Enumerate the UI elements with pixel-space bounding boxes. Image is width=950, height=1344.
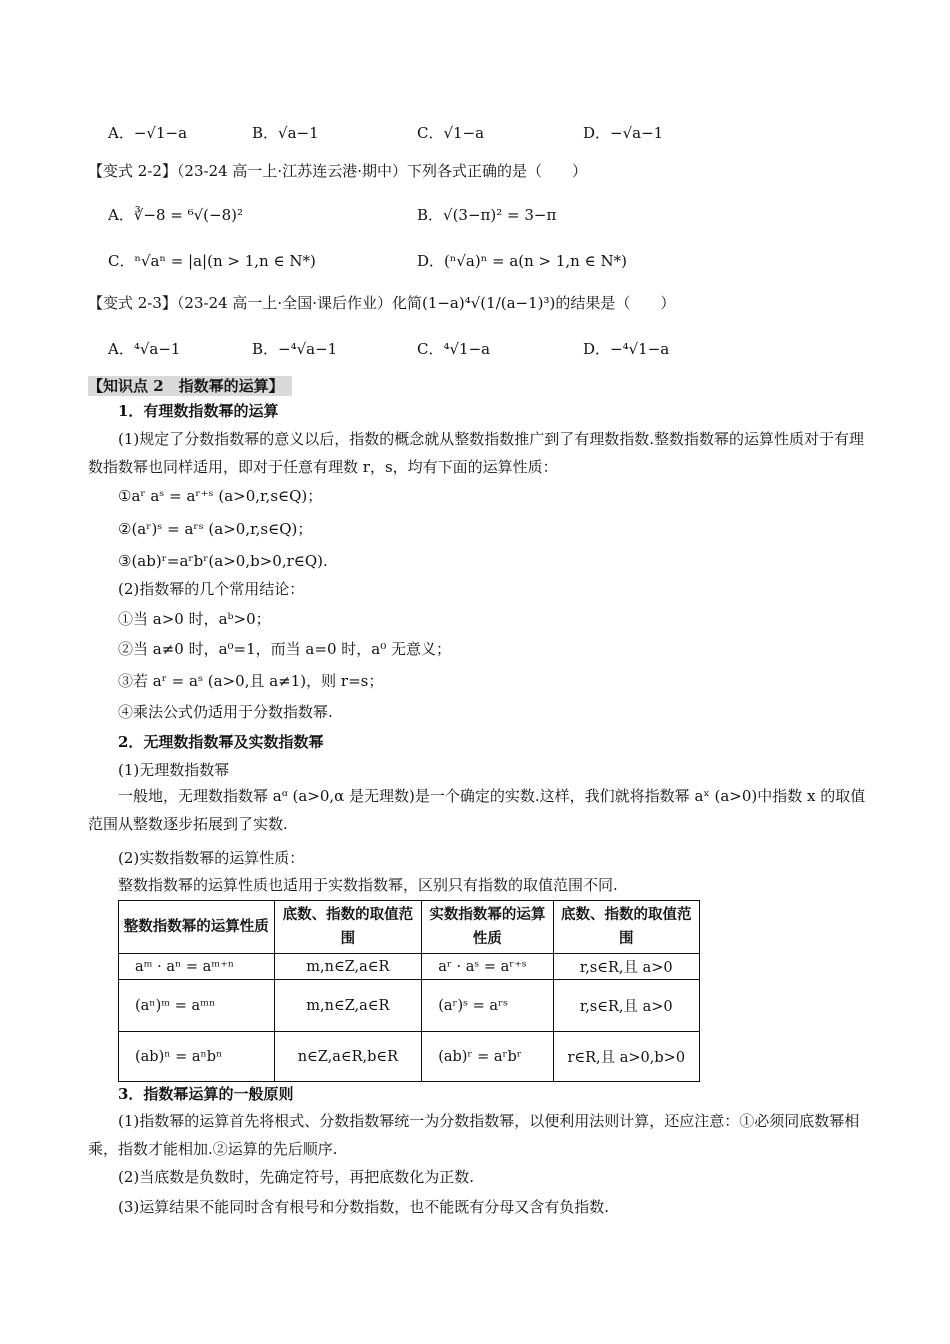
conclusion-3: ③若 aʳ = aˢ (a>0,且 a≠1)，则 r=s； <box>118 672 384 690</box>
exponent-properties-table <box>118 900 700 1082</box>
section-3-title: 3．指数幂运算的一般原则 <box>118 1085 294 1103</box>
rule-1: ①aʳ aˢ = aʳ⁺ˢ (a>0,r,s∈Q)； <box>118 487 323 505</box>
v23-option-d: D．−⁴√1−a <box>583 340 670 358</box>
section-2-title: 2．无理数指数幂及实数指数幂 <box>118 733 324 751</box>
table-cell: r,s∈R,且 a>0 <box>553 954 699 980</box>
prev-option-a: A．−√1−a <box>108 124 188 142</box>
conclusion-2: ②当 a≠0 时，a⁰=1，而当 a=0 时，a⁰ 无意义； <box>118 640 451 658</box>
section-1-title: 1．有理数指数幂的运算 <box>118 402 279 420</box>
table-header-cell: 实数指数幂的运算性质 <box>422 901 553 954</box>
table-cell: (aʳ)ˢ = aʳˢ <box>422 980 553 1032</box>
table-cell: r,s∈R,且 a>0 <box>553 980 699 1032</box>
table-cell: (aⁿ)ᵐ = aᵐⁿ <box>119 980 275 1032</box>
principle-1: (1)指数幂的运算首先将根式、分数指数幂统一为分数指数幂，以便利用法则计算，还应注意：①必须同底数幂相乘，指数才能相加.②运算的先后顺序. <box>88 1112 860 1158</box>
table-header-cell: 整数指数幂的运算性质 <box>119 901 275 954</box>
paragraph-rational-exponent: (1)规定了分数指数幂的意义以后，指数的概念就从整数指数推广到了有理数指数.整数指数幂的运算性质对于有理数指数幂也同样适用，即对于任意有理数 r，s，均有下面的运算性质： <box>88 430 865 476</box>
paragraph-irrational-exponent: 一般地，无理数指数幂 aᵅ (a>0,α 是无理数)是一个确定的实数.这样，我们就将指数幂 aˣ (a>0)中指数 x 的取值范围从整数逐步拓展到了实数. <box>88 787 866 833</box>
table-header-cell: 底数、指数的取值范围 <box>553 901 699 954</box>
paragraph-common-conclusions: (2)指数幂的几个常用结论： <box>118 580 305 598</box>
knowledge-point-title: 【知识点 2 指数幂的运算】 <box>88 376 292 396</box>
paragraph-irrational-title: (1)无理数指数幂 <box>118 761 230 779</box>
conclusion-4: ④乘法公式仍适用于分数指数幂. <box>118 703 333 721</box>
prev-option-b: B．√a−1 <box>252 124 319 142</box>
variant-2-3-stem: 【变式 2-3】（23-24 高一上·全国·课后作业）化简(1−a)⁴√(1/(a−1)³)的结果是（ ） <box>88 294 676 312</box>
prev-option-d: D．−√a−1 <box>583 124 664 142</box>
principle-2: (2)当底数是负数时，先确定符号，再把底数化为正数. <box>118 1168 475 1186</box>
v23-option-c: C．⁴√1−a <box>417 340 491 358</box>
table-header-row <box>119 901 700 954</box>
paragraph-real-properties: (2)实数指数幂的运算性质： <box>118 849 305 867</box>
prev-option-c: C．√1−a <box>417 124 485 142</box>
table-cell: aᵐ · aⁿ = aᵐ⁺ⁿ <box>119 954 275 980</box>
rule-2: ②(aʳ)ˢ = aʳˢ (a>0,r,s∈Q)； <box>118 520 313 538</box>
v22-option-d: D．(ⁿ√a)ⁿ = a(n > 1,n ∈ N*) <box>417 252 627 270</box>
rule-3: ③(ab)ʳ=aʳbʳ(a>0,b>0,r∈Q). <box>118 552 328 570</box>
variant-2-2-stem: 【变式 2-2】（23-24 高一上·江苏连云港·期中）下列各式正确的是（ ） <box>88 162 587 180</box>
table-row <box>119 980 700 1032</box>
v22-option-a: A．∛−8 = ⁶√(−8)² <box>108 206 244 224</box>
v23-option-a: A．⁴√a−1 <box>108 340 181 358</box>
paragraph-real-note: 整数指数幂的运算性质也适用于实数指数幂，区别只有指数的取值范围不同. <box>118 876 618 894</box>
v23-option-b: B．−⁴√a−1 <box>252 340 338 358</box>
table-row <box>119 1032 700 1082</box>
table-cell: (ab)ⁿ = aⁿbⁿ <box>119 1032 275 1082</box>
table-row <box>119 954 700 980</box>
principle-3: (3)运算结果不能同时含有根号和分数指数，也不能既有分母又含有负指数. <box>118 1198 610 1216</box>
table-cell: n∈Z,a∈R,b∈R <box>274 1032 422 1082</box>
v22-option-b: B．√(3−π)² = 3−π <box>417 206 557 224</box>
table-header-cell: 底数、指数的取值范围 <box>274 901 422 954</box>
table-cell: r∈R,且 a>0,b>0 <box>553 1032 699 1082</box>
v22-option-c: C．ⁿ√aⁿ = |a|(n > 1,n ∈ N*) <box>108 252 316 270</box>
table-cell: aʳ · aˢ = aʳ⁺ˢ <box>422 954 553 980</box>
conclusion-1: ①当 a>0 时，aᵇ>0； <box>118 610 271 628</box>
table-cell: m,n∈Z,a∈R <box>274 954 422 980</box>
table-cell: (ab)ʳ = aʳbʳ <box>422 1032 553 1082</box>
table-cell: m,n∈Z,a∈R <box>274 980 422 1032</box>
